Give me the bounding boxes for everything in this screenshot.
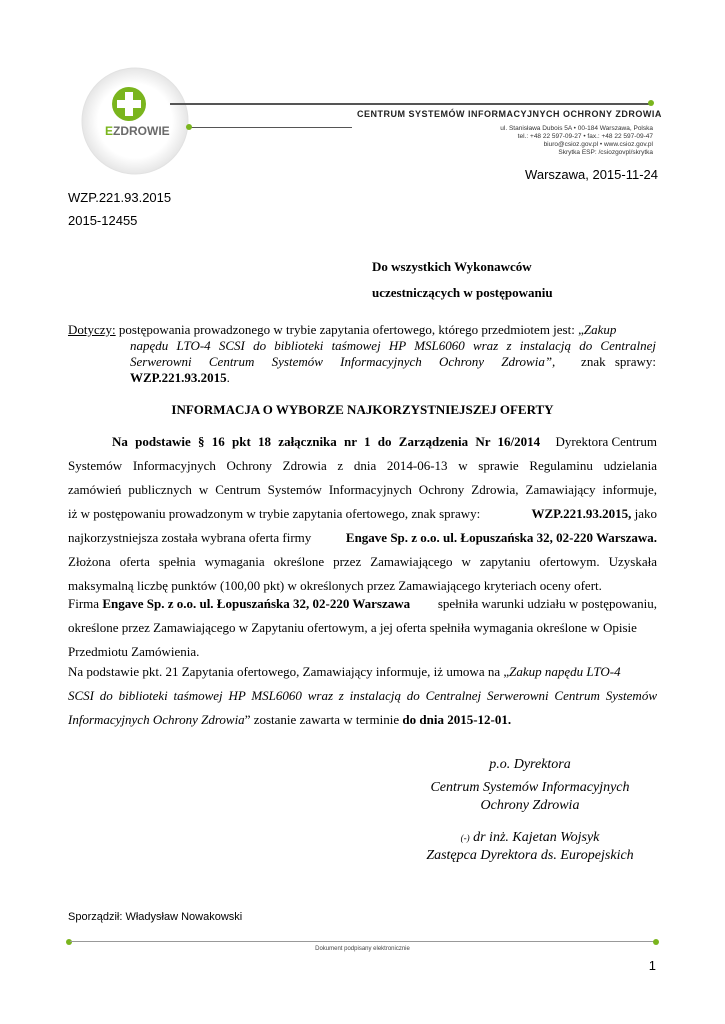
subject-line-2: napędu LTO-4 SCSI do biblioteki taśmowej HP MSL6060 wraz z instalacją do Centralnej xyxy=(130,338,656,353)
body-paragraph-3 xyxy=(68,662,657,729)
signature-prefix: (-) xyxy=(460,833,470,843)
case-number: 2015-12455 xyxy=(68,213,138,228)
p3-text-3b: ” zostanie zawarta w terminie xyxy=(244,712,400,727)
p1-winner: Engave Sp. z o.o. ul. Łopuszańska 32, 02-220 Warszawa. xyxy=(345,530,657,545)
p1-text-5a: najkorzystniejsza została wybrana oferta firmy xyxy=(68,530,312,545)
address-line-4: Skrytka ESP: /csiozgovpl/skrytka xyxy=(558,149,653,156)
header-dot-bottom xyxy=(186,124,192,130)
body-paragraph-2 xyxy=(68,594,657,661)
subject-dot: . xyxy=(226,370,230,385)
signature-line-1: p.o. Dyrektora xyxy=(489,757,571,772)
e-signature-note: Dokument podpisany elektronicznie xyxy=(315,946,410,952)
document-title: INFORMACJA O WYBORZE NAJKORZYSTNIEJSZEJ OFERTY xyxy=(171,402,554,417)
p2-text-a: Firma xyxy=(68,596,100,611)
recipient-line-1: Do wszystkich Wykonawców xyxy=(372,259,532,274)
signature-line-3: Ochrony Zdrowia xyxy=(480,798,580,813)
signature-name-text: dr inż. Kajetan Wojsyk xyxy=(473,830,600,845)
subject-label: Dotyczy: xyxy=(68,322,116,337)
place-date: Warszawa, 2015-11-24 xyxy=(525,167,658,182)
p3-text-a: Na podstawie pkt. 21 Zapytania ofertowego, Zamawiający informuje, iż umowa na „ xyxy=(68,664,510,679)
subject-text-3a: Serwerowni Centrum Systemów Informacyjnych Ochrony Zdrowia”, xyxy=(130,354,556,369)
p1-text-a: Dyrektora Centrum xyxy=(555,434,657,449)
address-line-2: tel.: +48 22 597-09-27 • fax.: +48 22 597-09-47 xyxy=(517,133,653,140)
subject-line-4 xyxy=(130,368,230,387)
recipient-line-2: uczestniczących w postępowaniu xyxy=(372,285,553,300)
p1-line-1 xyxy=(68,432,657,451)
signature-line-2: Centrum Systemów Informacyjnych xyxy=(430,780,630,795)
p2-line-2: określone przez Zamawiającego w Zapytaniu ofertowym, a jej oferta spełniła wymagania określone w Opisie xyxy=(68,620,637,635)
p3-line-1 xyxy=(68,662,657,681)
p1-ref: WZP.221.93.2015, xyxy=(531,506,632,521)
subject-text-1a: postępowania prowadzonego w trybie zapytania ofertowego, którego przedmiotem jest: „ xyxy=(118,322,584,337)
p1-legal-basis: Na podstawie § 16 pkt 18 załącznika nr 1 do Zarządzenia Nr 16/2014 xyxy=(112,434,541,449)
p1-line-7: maksymalną liczbę punktów (100,00 pkt) w określonych przez Zamawiającego kryteriach oceny ofert. xyxy=(68,578,602,593)
p1-text-4a: iż w postępowaniu prowadzonym w trybie zapytania ofertowego, znak sprawy: xyxy=(68,506,481,521)
address-line-3: biuro@csioz.gov.pl • www.csioz.gov.pl xyxy=(543,141,653,148)
p1-line-5 xyxy=(68,528,657,547)
body-paragraph-1 xyxy=(68,432,657,595)
subject-ref: WZP.221.93.2015 xyxy=(130,370,227,385)
footer-dot-right xyxy=(653,939,659,945)
header-dot-top xyxy=(648,100,654,106)
p3-text-3a: Informacyjnych Ochrony Zdrowia xyxy=(68,712,245,727)
address-line-1: ul. Stanisława Dubois 5A • 00-184 Warszawa, Polska xyxy=(500,125,653,132)
subject-text-1b: Zakup xyxy=(583,322,617,337)
p3-line-3 xyxy=(68,710,657,729)
prepared-by: Sporządził: Władysław Nowakowski xyxy=(68,911,243,923)
ezdrowie-logo: EZDROWIE xyxy=(80,66,190,176)
p2-text-c: spełniła warunki udziału w postępowaniu, xyxy=(437,596,657,611)
p3-deadline: do dnia 2015-12-01. xyxy=(402,712,512,727)
p1-text-4c: jako xyxy=(634,506,657,521)
footer-rule xyxy=(70,941,656,942)
footer-dot-left xyxy=(66,939,72,945)
p3-text-b: Zakup napędu LTO-4 xyxy=(509,664,621,679)
p1-line-4 xyxy=(68,504,657,523)
page-number: 1 xyxy=(648,958,656,973)
p1-line-2: Systemów Informacyjnych Ochrony Zdrowia z dnia 2014-06-13 w sprawie Regulaminu udzielania xyxy=(68,458,657,473)
p2-winner: Engave Sp. z o.o. ul. Łopuszańska 32, 02-220 Warszawa xyxy=(102,596,411,611)
subject-text-3b: znak sprawy: xyxy=(581,354,656,369)
p2-line-3: Przedmiotu Zamówienia. xyxy=(68,644,200,659)
org-name: CENTRUM SYSTEMÓW INFORMACYJNYCH OCHRONY ZDROWIA xyxy=(357,109,662,119)
p2-line-1 xyxy=(68,594,657,613)
logo-graphic xyxy=(80,66,190,176)
p3-line-2: SCSI do biblioteki taśmowej HP MSL6060 wraz z instalacją do Centralnej Serwerowni Centrum Systemów xyxy=(68,688,657,703)
header-rule-top xyxy=(170,103,650,105)
signatory-name xyxy=(400,830,660,846)
p1-line-3: zamówień publicznych w Centrum Systemów Informacyjnych Ochrony Zdrowia, Zamawiający informuje, xyxy=(68,482,657,497)
header-rule-bottom xyxy=(190,127,352,128)
signatory-role: Zastępca Dyrektora ds. Europejskich xyxy=(426,848,634,863)
p1-line-6: Złożona oferta spełnia wymagania określone przez Zamawiającego w zapytaniu ofertowym. Uzyskała xyxy=(68,554,657,569)
reference-number: WZP.221.93.2015 xyxy=(68,190,172,205)
